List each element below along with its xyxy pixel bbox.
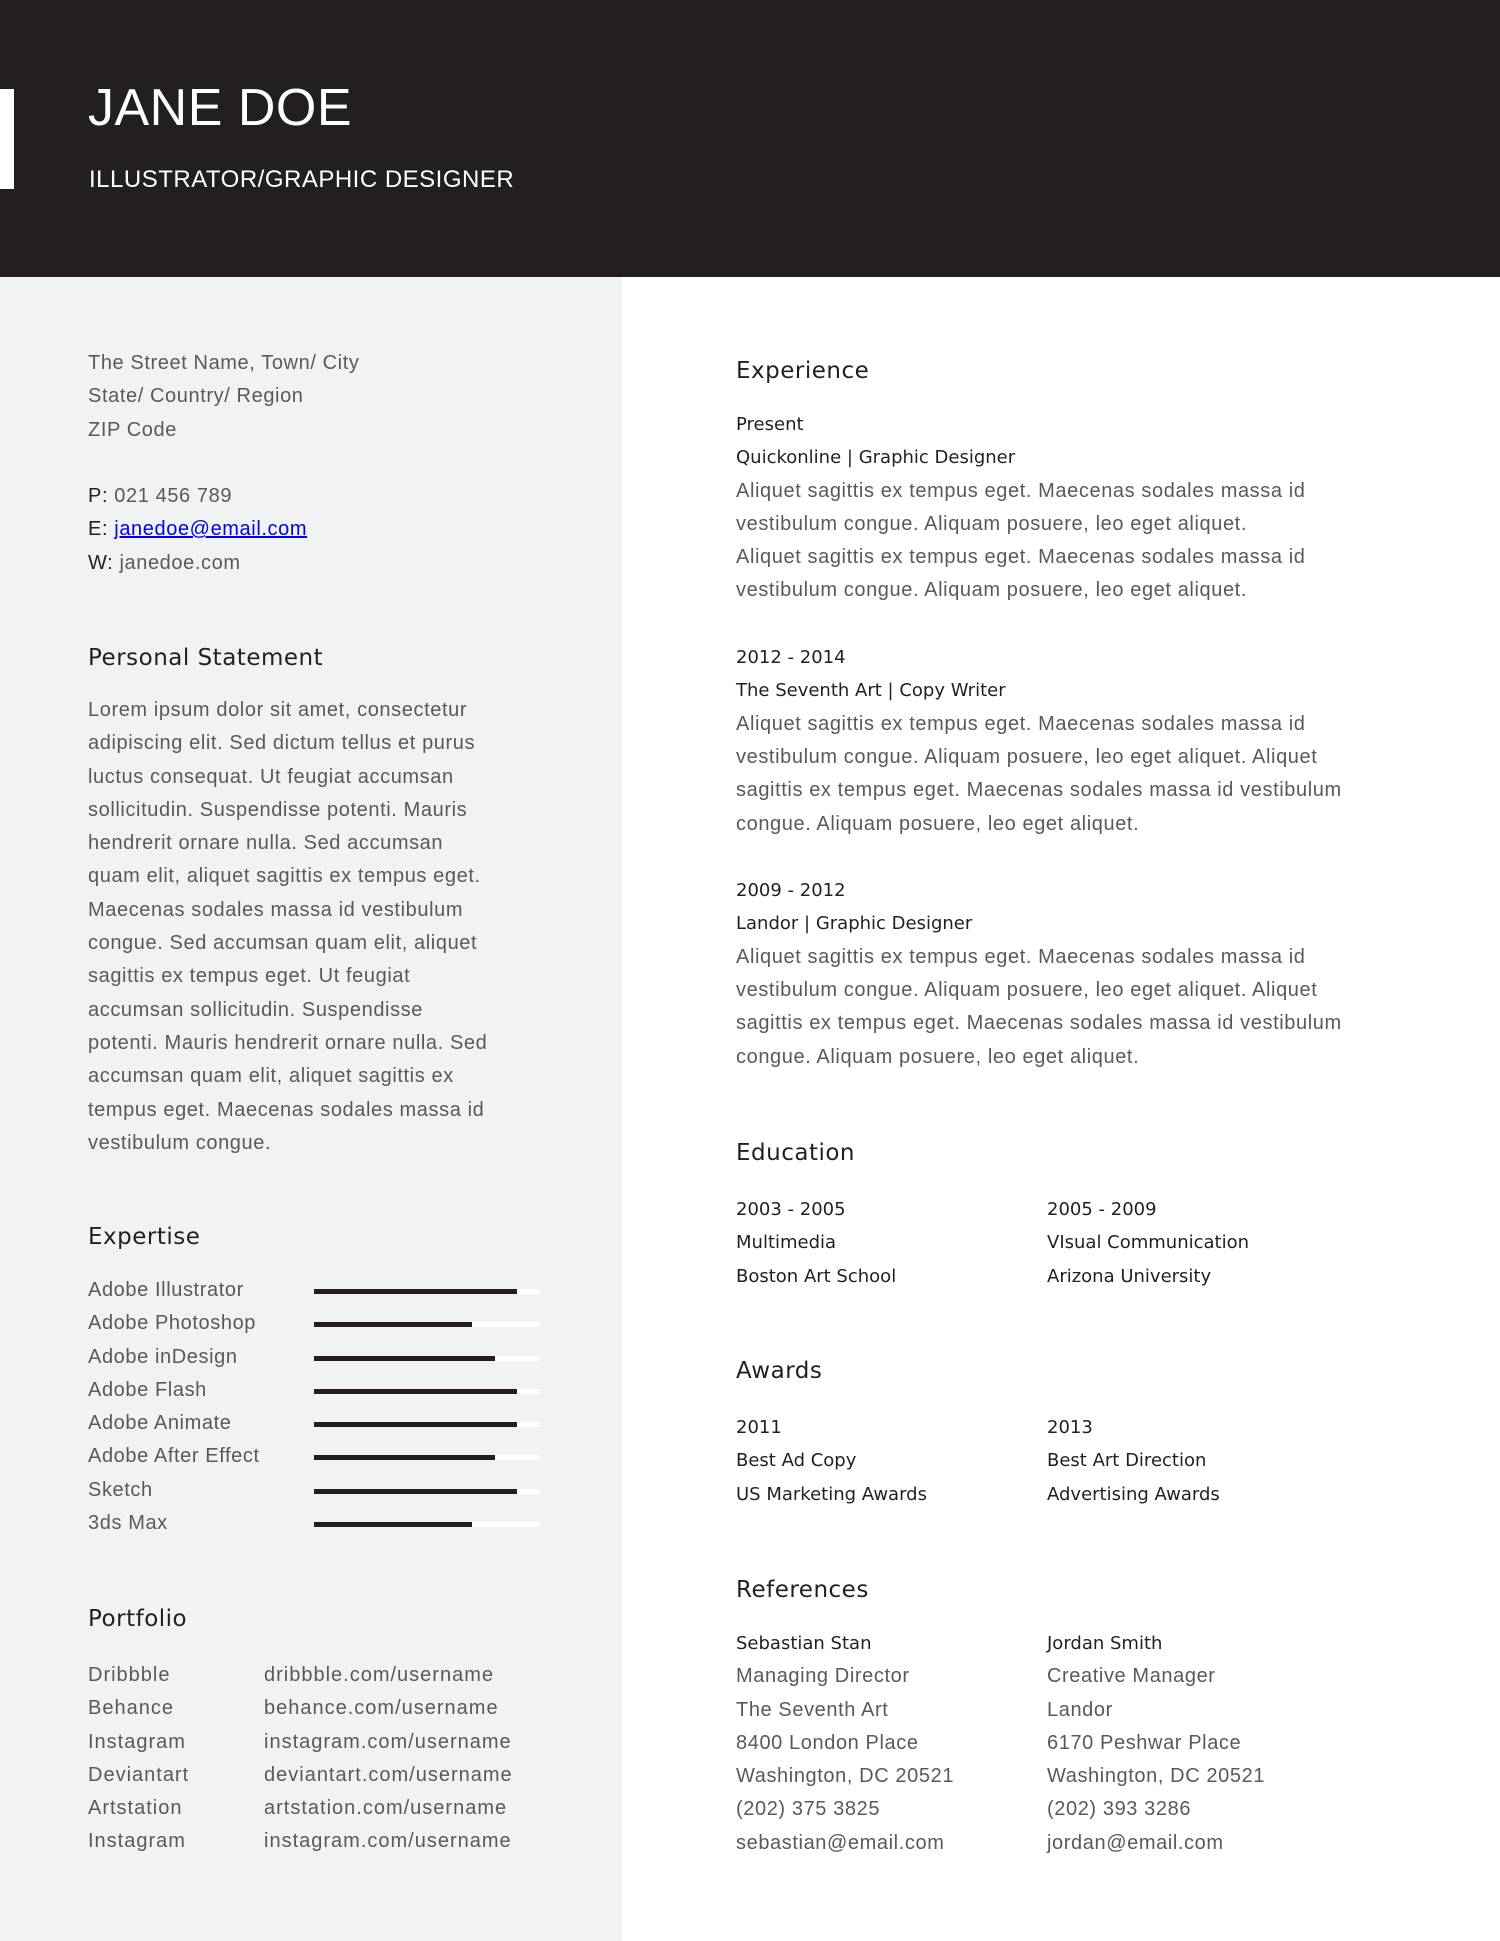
portfolio-url[interactable]: instagram.com/username [264, 1730, 512, 1753]
portfolio-list [88, 1659, 548, 1859]
personal-statement-heading: Personal Statement [88, 645, 324, 671]
statement-line: sollicitudin. Suspendisse potenti. Mauris [88, 798, 468, 821]
experience-heading: Experience [736, 358, 870, 384]
job-title-row [736, 441, 1436, 474]
statement-line: potenti. Mauris hendrerit ornare nulla. Sed [88, 1031, 488, 1054]
skill-name: Adobe Photoshop [88, 1312, 257, 1335]
portfolio-site: Artstation [88, 1797, 183, 1820]
address-line-3: ZIP Code [88, 418, 177, 441]
job-description-line: congue. Aliquam posuere, leo eget aliquet. [736, 812, 1140, 835]
statement-line: tempus eget. Maecenas sodales massa id [88, 1098, 485, 1121]
job-period: 2012 - 2014 [736, 647, 846, 669]
statement-line: hendrerit ornare nulla. Sed accumsan [88, 832, 444, 855]
portfolio-site: Instagram [88, 1730, 186, 1753]
phone-value: 021 456 789 [114, 485, 233, 508]
references-heading: References [736, 1577, 869, 1603]
phone-label: P: [88, 485, 109, 508]
skill-row [88, 1307, 548, 1340]
education-entry [1047, 1193, 1249, 1293]
resume-header [0, 0, 1500, 277]
skill-name: Adobe Flash [88, 1378, 207, 1401]
reference-company: The Seventh Art [736, 1698, 889, 1721]
statement-line: quam elit, aliquet sagittis ex tempus eget. [88, 865, 481, 888]
portfolio-item [88, 1825, 548, 1858]
personal-statement-section [88, 643, 323, 673]
address-line-1: The Street Name, Town/ City [88, 352, 360, 374]
job-period: 2009 - 2012 [736, 880, 846, 902]
portfolio-section [88, 1604, 187, 1634]
email-link[interactable]: janedoe@email.com [114, 518, 308, 541]
skill-row [88, 1341, 548, 1374]
candidate-name: JANE DOE [88, 79, 353, 137]
education-field: Multimedia [736, 1232, 837, 1254]
education-field: VIsual Communication [1047, 1232, 1250, 1254]
portfolio-item [88, 1692, 548, 1725]
email-label: E: [88, 518, 109, 541]
reference-street: 6170 Peshwar Place [1047, 1731, 1242, 1754]
skills-list [88, 1274, 548, 1540]
education-period: 2003 - 2005 [736, 1199, 846, 1220]
skill-level-track [314, 1455, 540, 1460]
email-row [88, 513, 359, 546]
skill-level-bar [314, 1356, 495, 1361]
expertise-section [88, 1222, 200, 1252]
skill-row [88, 1274, 548, 1307]
statement-line: sagittis ex tempus eget. Ut feugiat [88, 965, 411, 988]
skill-row [88, 1374, 548, 1407]
skill-level-track [314, 1489, 540, 1494]
job-description-line: vestibulum congue. Aliquam posuere, leo eget aliquet. Aliquet [736, 745, 1318, 768]
job-role: Graphic Designer [858, 447, 1016, 469]
award-title: Best Art Direction [1047, 1450, 1207, 1472]
job-description-line: vestibulum congue. Aliquam posuere, leo eget aliquet. Aliquet [736, 979, 1318, 1002]
education-section [736, 1138, 855, 1168]
statement-line: adipiscing elit. Sed dictum tellus et purus [88, 732, 476, 755]
skill-level-bar [314, 1455, 495, 1460]
statement-line: Maecenas sodales massa id vestibulum [88, 898, 464, 921]
job-description-line: Aliquet sagittis ex tempus eget. Maecenas sodales massa id [736, 712, 1306, 735]
job-role: Graphic Designer [815, 913, 973, 935]
experience-entry [736, 874, 1436, 1074]
award-title: Best Ad Copy [736, 1450, 857, 1472]
portfolio-item [88, 1659, 548, 1692]
job-description-line: Aliquet sagittis ex tempus eget. Maecenas sodales massa id [736, 546, 1306, 569]
reference-name: Sebastian Stan [736, 1633, 872, 1654]
phone-row [88, 480, 359, 513]
award-entry [1047, 1411, 1220, 1511]
skill-level-bar [314, 1322, 472, 1327]
education-school: Boston Art School [736, 1265, 897, 1287]
skill-row [88, 1474, 548, 1507]
web-label: W: [88, 551, 114, 574]
skill-level-track [314, 1322, 540, 1327]
job-description-line: Aliquet sagittis ex tempus eget. Maecenas sodales massa id [736, 945, 1306, 968]
statement-line: accumsan quam elit, aliquet sagittis ex [88, 1065, 454, 1088]
skill-level-track [314, 1289, 540, 1294]
job-description-line: sagittis ex tempus eget. Maecenas sodales massa id vestibulum [736, 779, 1342, 802]
statement-line: vestibulum congue. [88, 1131, 272, 1154]
job-separator: | [841, 447, 859, 469]
reference-email: jordan@email.com [1047, 1831, 1224, 1854]
contact-block [88, 347, 359, 580]
portfolio-item [88, 1759, 548, 1792]
references-section [736, 1575, 869, 1605]
reference-city: Washington, DC 20521 [736, 1765, 955, 1788]
portfolio-site: Dribbble [88, 1664, 171, 1686]
job-description-line: sagittis ex tempus eget. Maecenas sodales massa id vestibulum [736, 1012, 1342, 1035]
job-company: The Seventh Art [736, 680, 882, 702]
skill-name: Adobe Illustrator [88, 1279, 244, 1301]
portfolio-url[interactable]: deviantart.com/username [264, 1763, 513, 1786]
job-separator: | [798, 913, 816, 935]
job-company: Quickonline [736, 447, 842, 469]
reference-entry [736, 1627, 954, 1860]
statement-line: accumsan sollicitudin. Suspendisse [88, 998, 424, 1021]
skill-level-bar [314, 1422, 517, 1427]
portfolio-url[interactable]: dribbble.com/username [264, 1664, 494, 1686]
award-org: US Marketing Awards [736, 1483, 927, 1505]
skill-name: 3ds Max [88, 1512, 168, 1535]
job-description-line: vestibulum congue. Aliquam posuere, leo eget aliquet. [736, 579, 1247, 602]
skill-level-track [314, 1389, 540, 1394]
experience-section [736, 356, 869, 386]
job-title-row [736, 674, 1436, 707]
job-period: Present [736, 414, 804, 435]
skill-row [88, 1440, 548, 1473]
job-description-line: congue. Aliquam posuere, leo eget aliquet. [736, 1045, 1140, 1068]
portfolio-url[interactable]: instagram.com/username [264, 1830, 512, 1853]
education-heading: Education [736, 1140, 856, 1166]
skill-level-track [314, 1356, 540, 1361]
reference-entry [1047, 1627, 1265, 1860]
skill-level-bar [314, 1522, 472, 1527]
address-line-2: State/ Country/ Region [88, 385, 304, 408]
portfolio-url[interactable]: artstation.com/username [264, 1797, 508, 1820]
experience-entry [736, 408, 1436, 608]
statement-line: Lorem ipsum dolor sit amet, consectetur [88, 699, 468, 721]
candidate-title: ILLUSTRATOR/GRAPHIC DESIGNER [89, 166, 515, 193]
education-entry [736, 1193, 896, 1293]
statement-line: luctus consequat. Ut feugiat accumsan [88, 765, 454, 788]
personal-statement-text [88, 694, 548, 1160]
job-description-line: vestibulum congue. Aliquam posuere, leo eget aliquet. [736, 512, 1247, 535]
portfolio-item [88, 1792, 548, 1825]
reference-position: Creative Manager [1047, 1665, 1216, 1688]
skill-name: Adobe Animate [88, 1412, 232, 1435]
skill-name: Sketch [88, 1478, 153, 1501]
reference-email: sebastian@email.com [736, 1831, 945, 1854]
portfolio-site: Behance [88, 1697, 174, 1720]
award-year: 2011 [736, 1417, 782, 1438]
portfolio-heading: Portfolio [88, 1606, 188, 1632]
portfolio-site: Deviantart [88, 1763, 190, 1786]
reference-company: Landor [1047, 1698, 1113, 1721]
job-company: Landor [736, 913, 799, 935]
web-row [88, 547, 359, 580]
award-year: 2013 [1047, 1417, 1093, 1438]
skill-level-bar [314, 1289, 517, 1294]
reference-phone: (202) 375 3825 [736, 1798, 881, 1821]
skill-name: Adobe After Effect [88, 1445, 260, 1468]
awards-section [736, 1356, 822, 1386]
skill-level-bar [314, 1389, 517, 1394]
education-period: 2005 - 2009 [1047, 1199, 1157, 1220]
skill-name: Adobe inDesign [88, 1345, 238, 1368]
awards-heading: Awards [736, 1358, 823, 1384]
portfolio-site: Instagram [88, 1830, 186, 1853]
portfolio-item [88, 1726, 548, 1759]
reference-name: Jordan Smith [1047, 1633, 1163, 1654]
statement-line: congue. Sed accumsan quam elit, aliquet [88, 932, 478, 955]
job-role: Copy Writer [899, 680, 1006, 702]
portfolio-url[interactable]: behance.com/username [264, 1697, 499, 1720]
job-title-row [736, 907, 1436, 940]
skill-row [88, 1407, 548, 1440]
skill-level-track [314, 1522, 540, 1527]
web-value: janedoe.com [119, 551, 241, 574]
reference-street: 8400 London Place [736, 1731, 919, 1754]
expertise-heading: Expertise [88, 1224, 201, 1250]
experience-entry [736, 641, 1436, 841]
job-description-line: Aliquet sagittis ex tempus eget. Maecenas sodales massa id [736, 479, 1306, 502]
header-accent-bar [0, 89, 14, 189]
reference-position: Managing Director [736, 1665, 910, 1688]
skill-level-track [314, 1422, 540, 1427]
job-separator: | [881, 680, 900, 702]
skill-row [88, 1507, 548, 1540]
award-org: Advertising Awards [1047, 1483, 1220, 1505]
experience-list [736, 408, 1436, 1074]
skill-level-bar [314, 1489, 517, 1494]
award-entry [736, 1411, 927, 1511]
reference-city: Washington, DC 20521 [1047, 1765, 1266, 1788]
education-school: Arizona University [1047, 1265, 1212, 1287]
reference-phone: (202) 393 3286 [1047, 1798, 1192, 1821]
